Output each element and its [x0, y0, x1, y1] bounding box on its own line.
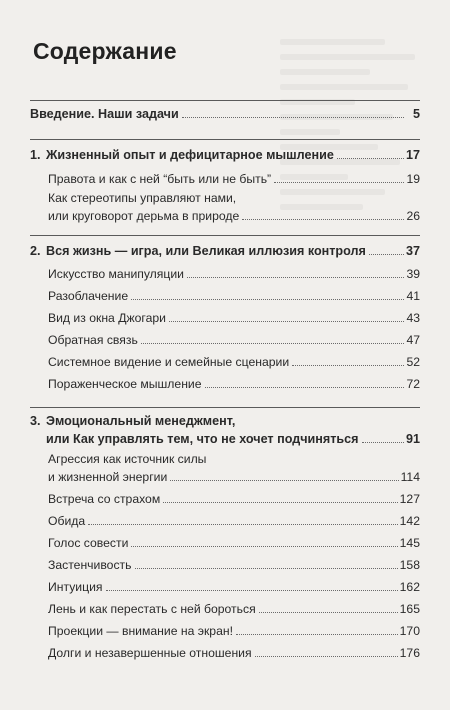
leader-dots: [362, 442, 404, 443]
leader-dots: [205, 387, 404, 388]
toc-page-number: 26: [406, 209, 420, 223]
toc-page-number: 176: [399, 646, 420, 660]
page-title: Содержание: [33, 38, 177, 64]
divider-ch2: [30, 235, 420, 236]
toc-page-number: 19: [406, 172, 420, 186]
toc-entry-title: Системное видение и семейные сценарии: [48, 355, 290, 369]
toc-entry-title: Агрессия как источник силы: [48, 452, 207, 466]
toc-entry[interactable]: [48, 552, 420, 572]
leader-dots: [131, 299, 404, 300]
toc-entry[interactable]: [48, 508, 420, 528]
toc-page-number: 47: [406, 333, 420, 347]
chapter-title: Вся жизнь — игра, или Великая иллюзия контроля: [46, 244, 366, 258]
toc-page-number: 127: [399, 492, 420, 506]
leader-dots: [242, 219, 404, 220]
toc-entry-title: Долги и незавершенные отношения: [48, 646, 252, 660]
chapter-number: 3.: [30, 414, 41, 428]
leader-dots: [236, 634, 398, 635]
leader-dots: [182, 117, 404, 118]
divider-ch1: [30, 139, 420, 140]
toc-page-number: 72: [406, 377, 420, 391]
toc-page-number: 91: [405, 432, 420, 446]
leader-dots: [187, 277, 404, 278]
toc-entry-line1[interactable]: [48, 446, 420, 466]
toc-entry-title: Лень и как перестать с ней бороться: [48, 602, 256, 616]
toc-page-number: 145: [399, 536, 420, 550]
toc-entry-title: Введение. Наши задачи: [30, 107, 179, 121]
leader-dots: [259, 612, 398, 613]
toc-page-number: 17: [405, 148, 420, 162]
toc-entry-title: Разоблачение: [48, 289, 129, 303]
toc-page-number: 52: [406, 355, 420, 369]
leader-dots: [170, 480, 398, 481]
toc-entry-title-cont: и жизненной энергии: [48, 470, 168, 484]
leader-dots: [163, 502, 397, 503]
leader-dots: [274, 182, 404, 183]
toc-entry-title-cont: или круговорот дерьма в природе: [48, 209, 240, 223]
toc-page-number: 5: [412, 107, 420, 121]
leader-dots: [131, 546, 397, 547]
chapter-number: 2.: [30, 244, 41, 258]
toc-entry-title: Как стереотипы управляют нами,: [48, 191, 237, 205]
toc-page-number: 41: [406, 289, 420, 303]
chapter-title: Жизненный опыт и дефицитарное мышление: [46, 148, 334, 162]
leader-dots: [292, 365, 404, 366]
toc-entry-title: Встреча со страхом: [48, 492, 161, 506]
toc-entry-title: Пораженческое мышление: [48, 377, 202, 391]
chapter-title: Эмоциональный менеджмент,: [46, 414, 236, 428]
toc-entry[interactable]: [48, 166, 420, 186]
leader-dots: [169, 321, 404, 322]
toc-entry[interactable]: [48, 640, 420, 660]
toc-entry[interactable]: [48, 261, 420, 281]
leader-dots: [369, 254, 404, 255]
toc-entry-title: Застенчивость: [48, 558, 132, 572]
toc-page-number: 43: [406, 311, 420, 325]
leader-dots: [255, 656, 398, 657]
toc-entry[interactable]: [48, 574, 420, 594]
toc-entry[interactable]: [48, 203, 420, 223]
toc-entry[interactable]: [48, 327, 420, 347]
leader-dots: [106, 590, 398, 591]
toc-page-number: 170: [399, 624, 420, 638]
toc-entry-title: Вид из окна Джогари: [48, 311, 166, 325]
chapter-number: 1.: [30, 148, 41, 162]
toc-entry[interactable]: [48, 530, 420, 550]
toc-page-number: 114: [400, 470, 420, 484]
toc-entry[interactable]: [48, 371, 420, 391]
toc-entry-intro[interactable]: [30, 101, 420, 121]
toc-page-number: 158: [399, 558, 420, 572]
leader-dots: [141, 343, 404, 344]
toc-entry-title: Искусство манипуляции: [48, 267, 184, 281]
toc-page-number: 142: [399, 514, 420, 528]
toc-entry[interactable]: [48, 305, 420, 325]
toc-entry-line1[interactable]: [48, 185, 420, 205]
toc-entry-title: Обида: [48, 514, 86, 528]
leader-dots: [337, 158, 404, 159]
chapter-title-cont: или Как управлять тем, что не хочет подчиняться: [46, 432, 359, 446]
toc-page-number: 162: [399, 580, 420, 594]
toc-page-number: 39: [406, 267, 420, 281]
toc-page-number: 165: [399, 602, 420, 616]
toc-chapter-3[interactable]: [46, 426, 420, 446]
toc-entry[interactable]: [48, 596, 420, 616]
toc-entry-title: Обратная связь: [48, 333, 138, 347]
leader-dots: [88, 524, 397, 525]
toc-entry[interactable]: [48, 464, 420, 484]
toc-page-number: 37: [405, 244, 420, 258]
toc-entry-title: Проекции — внимание на экран!: [48, 624, 233, 638]
toc-entry[interactable]: [48, 486, 420, 506]
toc-entry-title: Интуиция: [48, 580, 103, 594]
toc-entry-title: Голос совести: [48, 536, 129, 550]
toc-chapter-2[interactable]: [30, 238, 420, 258]
toc-entry[interactable]: [48, 349, 420, 369]
leader-dots: [135, 568, 398, 569]
toc-entry[interactable]: [48, 618, 420, 638]
toc-chapter-3-line1[interactable]: [30, 408, 420, 428]
toc-entry-title: Правота и как с ней “быть или не быть”: [48, 172, 272, 186]
toc-chapter-1[interactable]: [30, 142, 420, 162]
toc-entry[interactable]: [48, 283, 420, 303]
